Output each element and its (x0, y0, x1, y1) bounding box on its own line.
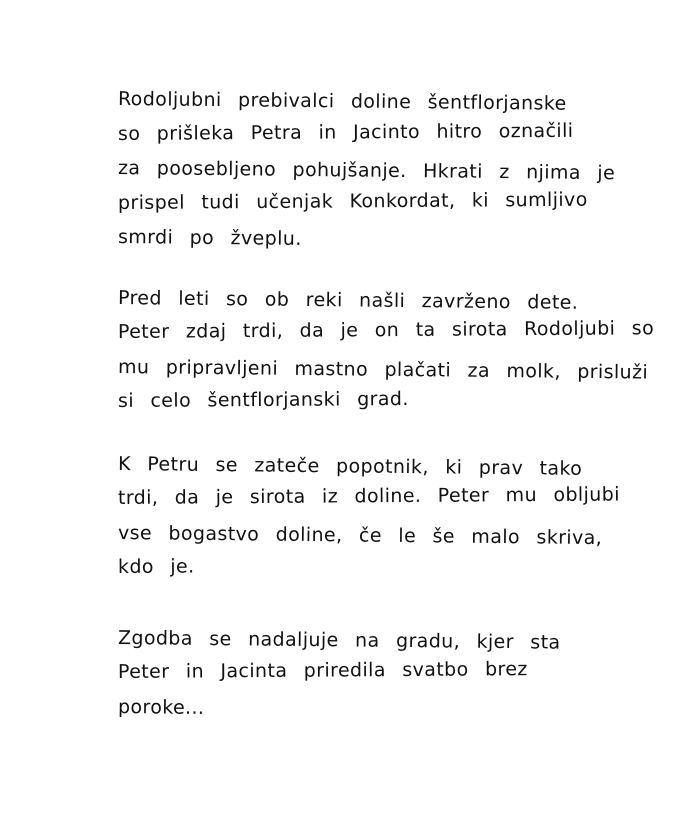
text-line: poroke... (117, 695, 205, 719)
paragraph-2 (117, 281, 655, 419)
text-line: smrdi po žveplu. (117, 226, 302, 250)
handwritten-text (117, 82, 655, 724)
text-line: K Petru se zateče popotnik, ki prav tako (117, 452, 583, 480)
text-line: Rodoljubni prebivalci doline šentflorjanske (117, 88, 567, 115)
text-line: Peter zdaj trdi, da je on ta sirota Rodoljubi so (117, 317, 655, 343)
paragraph-4 (118, 621, 598, 725)
text-line: si celo šentflorjanski grad. (117, 387, 409, 412)
paragraph-3 (117, 447, 620, 585)
paragraph-gap (118, 585, 598, 621)
text-line: mu pripravljeni mastno plačati za molk, prisluži (117, 355, 649, 384)
text-line: Pred leti so ob reki našli zavrženo dete. (117, 286, 579, 314)
paragraph-gap (118, 419, 598, 447)
text-line: kdo je. (117, 555, 195, 578)
text-line: vse bogastvo doline, če le še malo skriva, (117, 521, 603, 549)
text-line: prispel tudi učenjak Konkordat, ki sumljivo (117, 188, 588, 214)
text-line: Peter in Jacinta priredila svatbo brez (117, 658, 528, 683)
paragraph-1 (117, 82, 616, 255)
text-line: so prišleka Petra in Jacinto hitro označili (117, 119, 574, 145)
text-line: trdi, da je sirota iz doline. Peter mu obljubi (117, 483, 620, 509)
text-line: Zgodba se nadaljuje na gradu, kjer sta (117, 626, 561, 654)
text-line: za poosebljeno pohujšanje. Hkrati z njima je (117, 157, 616, 185)
